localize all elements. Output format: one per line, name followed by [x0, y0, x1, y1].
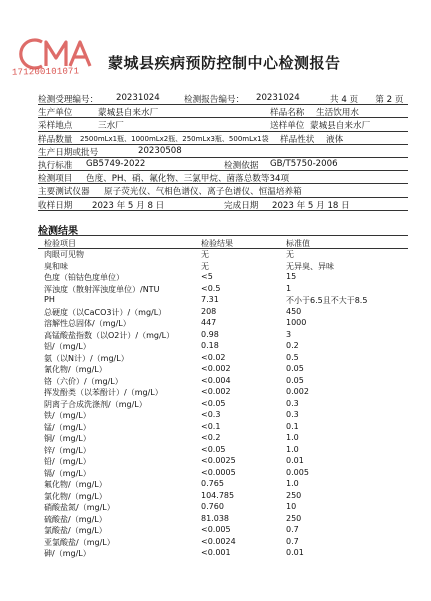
- section-divider: [38, 235, 408, 236]
- results-section-title: 检测结果: [38, 226, 78, 237]
- row-standard: 0.01: [286, 456, 304, 465]
- row-result: 7.31: [201, 295, 219, 304]
- table-row: [38, 502, 408, 514]
- row-standard: 1.0: [286, 433, 299, 442]
- row-standard: 0.5: [286, 352, 299, 362]
- table-row: [38, 249, 408, 261]
- table-row: [38, 479, 408, 491]
- table-row: [38, 330, 408, 342]
- site-label: 采样地点: [38, 121, 73, 132]
- report-title: 蒙城县疾病预防控制中心检测报告: [108, 54, 341, 72]
- table-row: [38, 491, 408, 503]
- row-item: 氯化物/（mg/L）: [44, 491, 107, 501]
- row-standard: 不小于6.5且不大于8.5: [286, 296, 368, 305]
- row-standard: 0.005: [286, 467, 309, 477]
- completed-value: 2023 年 5 月 18 日: [272, 200, 350, 211]
- table-row: [38, 422, 408, 434]
- sample-name-value: 生活饮用水: [316, 108, 359, 119]
- row-item: 氨（以N计）/（mg/L）: [44, 353, 129, 363]
- row-item: 锌/（mg/L）: [44, 445, 91, 455]
- header-row: [38, 92, 408, 105]
- table-row: [38, 272, 408, 284]
- producer-row: [38, 105, 408, 118]
- results-table: [38, 249, 408, 560]
- row-standard: 1000: [286, 318, 307, 327]
- table-row: [38, 295, 408, 307]
- quantity-label: 样品数量: [38, 134, 73, 145]
- instruments-row: [38, 184, 408, 197]
- row-item: 铁/（mg/L）: [44, 411, 91, 420]
- site-value: 三水厂: [98, 121, 124, 132]
- dates-row: [38, 198, 408, 211]
- instruments-value: 原子荧光仪、气相色谱仪、离子色谱仪、恒温培养箱: [104, 187, 302, 198]
- row-standard: 0.3: [286, 410, 299, 419]
- row-standard: 250: [286, 513, 302, 523]
- row-result: 无: [201, 261, 209, 271]
- column-header-result: 检验结果: [201, 239, 233, 248]
- table-row: [38, 341, 408, 353]
- basis-label: 检测依据: [224, 160, 259, 171]
- results-table-header: [38, 237, 408, 248]
- row-result: 无: [201, 250, 209, 259]
- row-standard: 15: [286, 272, 297, 281]
- row-item: PH: [44, 295, 55, 304]
- completed-label: 完成日期: [224, 200, 259, 211]
- standard-value: GB5749-2022: [86, 158, 146, 169]
- column-header-standard: 标准值: [286, 239, 310, 248]
- column-header-item: 检验项目: [44, 239, 76, 248]
- row-result: 208: [201, 306, 217, 316]
- table-row: [38, 456, 408, 468]
- row-item: 砷/（mg/L）: [44, 549, 91, 558]
- row-item: 铅/（mg/L）: [44, 457, 91, 466]
- report-info: [38, 92, 408, 211]
- table-row: [38, 548, 408, 560]
- row-standard: 1.0: [286, 444, 299, 454]
- page-count: 共 4 页 第 2 页: [330, 95, 404, 105]
- row-standard: 无: [286, 250, 294, 259]
- seal-number: 171200101071: [11, 66, 80, 78]
- instruments-label: 主要测试仪器: [38, 187, 90, 198]
- row-item: 铬（六价）/（mg/L）: [44, 376, 123, 386]
- row-item: 臭和味: [44, 261, 68, 271]
- table-row: [38, 433, 408, 445]
- row-result: <0.002: [201, 387, 231, 396]
- row-standard: 250: [286, 490, 302, 500]
- row-item: 高锰酸盐指数（以O2计）/（mg/L）: [44, 330, 175, 340]
- date-value: 20230508: [138, 145, 182, 156]
- items-value: 色度、PH、硝、氟化物、三氯甲烷、菌落总数等34项: [86, 174, 290, 185]
- row-standard: 0.002: [286, 387, 309, 396]
- row-result: <0.005: [201, 525, 231, 534]
- row-standard: 0.01: [286, 548, 304, 557]
- row-standard: 1.0: [286, 479, 299, 488]
- row-result: 104.785: [201, 490, 235, 500]
- row-item: 阴离子合成洗涤剂/（mg/L）: [44, 399, 147, 409]
- producer-value: 蒙城县自来水厂: [98, 108, 159, 119]
- property-label: 样品性状: [280, 134, 315, 145]
- row-result: <5: [201, 272, 213, 281]
- table-row: [38, 376, 408, 388]
- accept-no: 20231024: [116, 93, 160, 103]
- row-item: 铝/（mg/L）: [44, 342, 91, 351]
- table-row: [38, 468, 408, 480]
- table-row: [38, 353, 408, 365]
- row-item: 硝酸盐氮/（mg/L）: [44, 503, 115, 512]
- row-standard: 0.05: [286, 375, 304, 385]
- row-item: 铜/（mg/L）: [44, 434, 91, 443]
- table-row: [38, 514, 408, 526]
- quantity-value: 2500mLx1瓶、1000mLx2瓶、250mLx3瓶、500mLx1袋: [80, 134, 269, 143]
- row-item: 挥发酚类（以苯酚计）/（mg/L）: [44, 388, 163, 397]
- table-row: [38, 445, 408, 457]
- row-item: 锰/（mg/L）: [44, 422, 91, 432]
- row-item: 浑浊度（散射浑浊度单位）/NTU: [44, 284, 160, 294]
- row-standard: 0.3: [286, 398, 299, 408]
- row-result: <0.002: [201, 364, 231, 373]
- row-result: <0.05: [201, 444, 226, 454]
- date-row: [38, 145, 408, 158]
- row-item: 肉眼可见物: [44, 250, 84, 259]
- row-result: 0.765: [201, 479, 224, 488]
- row-result: <0.001: [201, 548, 231, 557]
- row-result: 0.98: [201, 329, 219, 339]
- standard-row: [38, 158, 408, 171]
- row-item: 氯酸盐/（mg/L）: [44, 526, 107, 535]
- row-result: <0.05: [201, 398, 226, 408]
- table-row: [38, 537, 408, 549]
- report-no-label: 检测报告编号：: [184, 95, 245, 105]
- sample-name-label: 样品名称: [270, 108, 305, 119]
- row-result: <0.1: [201, 421, 221, 431]
- row-result: 81.038: [201, 513, 229, 523]
- sender-value: 蒙城县自来水厂: [310, 121, 371, 132]
- basis-value: GB/T5750-2006: [270, 158, 338, 169]
- row-standard: 450: [286, 306, 302, 316]
- row-item: 溶解性总固体/（mg/L）: [44, 319, 131, 328]
- row-result: 0.760: [201, 502, 224, 511]
- property-value: 液体: [326, 134, 344, 145]
- row-result: <0.0025: [201, 456, 236, 465]
- row-result: 447: [201, 318, 217, 327]
- row-item: 色度（铂钴色度单位）: [44, 273, 124, 282]
- items-label: 检测项目: [38, 174, 73, 185]
- row-result: 0.18: [201, 341, 219, 350]
- table-row: [38, 399, 408, 411]
- table-row: [38, 284, 408, 296]
- row-item: 氟化物/（mg/L）: [44, 480, 107, 489]
- row-standard: 3: [286, 329, 292, 339]
- row-item: 总硬度（以CaCO3计）/（mg/L）: [44, 307, 167, 317]
- row-standard: 0.1: [286, 421, 299, 431]
- row-item: 氰化物/（mg/L）: [44, 365, 107, 374]
- table-row: [38, 364, 408, 376]
- row-result: <0.3: [201, 410, 221, 419]
- row-result: <0.5: [201, 283, 221, 293]
- row-standard: 0.7: [286, 536, 299, 546]
- row-item: 亚氯酸盐/（mg/L）: [44, 537, 115, 547]
- row-standard: 0.7: [286, 525, 299, 534]
- date-label: 生产日期或批号: [38, 147, 99, 158]
- quantity-row: [38, 132, 408, 145]
- table-row: [38, 261, 408, 273]
- items-row: [38, 171, 408, 184]
- row-standard: 0.2: [286, 341, 299, 350]
- received-label: 收样日期: [38, 200, 73, 211]
- row-standard: 10: [286, 502, 297, 511]
- standard-label: 执行标准: [38, 160, 73, 171]
- table-row: [38, 410, 408, 422]
- row-result: <0.004: [201, 375, 231, 385]
- table-row: [38, 387, 408, 399]
- received-value: 2023 年 5 月 8 日: [92, 200, 165, 211]
- report-no: 20231024: [256, 93, 300, 103]
- row-standard: 无异臭、异味: [286, 261, 334, 271]
- sender-label: 送样单位: [270, 121, 305, 132]
- producer-label: 生产单位: [38, 108, 73, 119]
- row-item: 硫酸盐/（mg/L）: [44, 514, 107, 524]
- table-row: [38, 307, 408, 319]
- row-result: <0.0005: [201, 467, 236, 477]
- table-row: [38, 318, 408, 330]
- site-row: [38, 118, 408, 131]
- row-standard: 1: [286, 283, 292, 293]
- row-result: <0.02: [201, 352, 226, 362]
- row-result: <0.0024: [201, 536, 236, 546]
- accept-no-label: 检测受理编号：: [38, 95, 99, 105]
- row-result: <0.2: [201, 433, 221, 442]
- row-standard: 0.05: [286, 364, 304, 373]
- table-row: [38, 525, 408, 537]
- row-item: 镉/（mg/L）: [44, 468, 91, 478]
